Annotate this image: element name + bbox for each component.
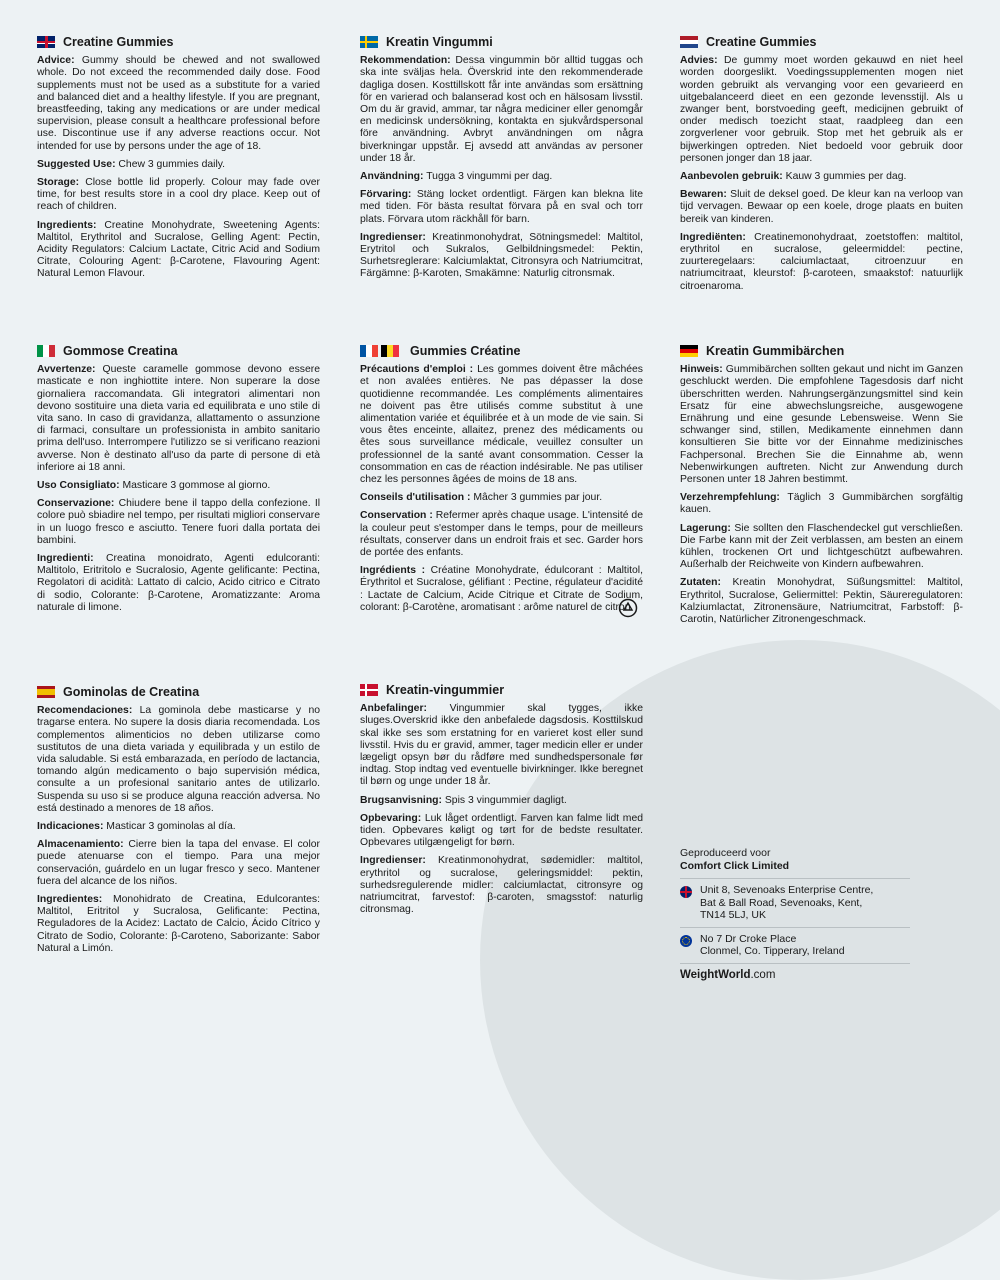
netherlands-flag-icon: [680, 36, 698, 48]
advice-paragraph: Hinweis: Gummibärchen sollten gekaut und nicht im Ganzen geschluckt werden. Die empfohlene Tagesdosis darf nicht überschritten werden. Nahrungsergänzungsmittel sind kein Ersatz für eine abwechslungsreiche, ausgewogene Ernährung und eine gesunde Lebensweise. Wenn Sie schwanger sind, stillen, Medikamente einnehmen dann konsultieren Sie bitte vor der Einnahme medizinisches Fachpersonal. Brechen Sie die Einnahme ab, wenn Nebenwirkungen auftreten. Nicht zur Anwendung durch Personen unter 18 Jahren bestimmt.: [680, 364, 963, 486]
use-paragraph: Conseils d'utilisation : Mâcher 3 gummies par jour.: [360, 492, 603, 504]
section-dk: [360, 684, 643, 922]
ingredients-paragraph: Ingredientes: Monohidrato de Creatina, Edulcorantes: Maltitol, Eritritol y Sucralosa, Gelificante: Pectina, Reguladores de la Acidez: Lactato de Calcio, Ácido Cítrico y Citrato de Sodio, Colorante: β-Caroteno, Saborizante: Sabor Natural a Limón.: [37, 894, 320, 954]
address-line: Unit 8, Sevenoaks Enterprise Centre,: [700, 884, 874, 896]
ingredients-paragraph: Ingrédients : Créatine Monohydrate, édulcorant : Maltitol, Érythritol et Sucralose, gélifiant : Pectine, régulateur d'acidité : Lactate de Calcium, Acide Citrique et Citrate de Sodium, colorant: β-Carotène, aromatisant : arôme naturel de citron.: [360, 565, 643, 613]
section-heading: [37, 345, 320, 357]
advice-paragraph: Advice: Gummy should be chewed and not swallowed whole. Do not exceed the recommended daily dose. Food supplements must not be used as a substitute for a varied and balanced diet and a healthy lifestyle. If you are pregnant, breastfeeding, taking any medications or are under medical supervision, please consult a healthcare professional before use. Discontinue use if any adverse reactions occur. Not intended for use by persons under the age of 18.: [37, 55, 320, 152]
section-de: [680, 345, 963, 632]
france-flag-icon: [360, 345, 378, 357]
sweden-flag-icon: [360, 36, 378, 48]
advice-paragraph: Recomendaciones: La gominola debe masticarse y no tragarse entera. No supere la dosis diaria recomendada. Los complementos alimenticios no deben utilizarse como sustitutos de una dieta variada y equilibrada y un estilo de vida saludable. Si está embarazada, en período de lactancia, tomando algún medicamento o bajo supervisión médica, consulte a un profesional sanitario antes de utilizarlo. Suspenda su uso si se produce alguna reacción adversa. No está destinado a menores de 18 años.: [37, 705, 321, 814]
storage-paragraph: Almacenamiento: Cierre bien la tapa del envase. El color puede atenuarse con el tiempo. Para una mejor conservación, guárdelo en un lugar fresco y seco. Mantener fuera del alcance de los niños.: [37, 839, 320, 887]
ingredients-paragraph: Ingredienti: Creatina monoidrato, Agenti edulcoranti: Maltitolo, Eritritolo e Sucralosio, Agente gelificante: Pectina, Regolatori di acidità: Lattato di calcio, Acido citrico e Citrato di sodio, Colorante: β-Carotene, Aromatizzante: Aroma naturale di limone.: [37, 553, 320, 613]
use-paragraph: Aanbevolen gebruik: Kauw 3 gummies per dag.: [680, 171, 907, 183]
section-title: Kreatin Gummibärchen: [706, 344, 845, 358]
triman-recycle-icon: [618, 598, 638, 618]
uk-flag-icon: [37, 36, 55, 48]
use-paragraph: Suggested Use: Chew 3 gummies daily.: [37, 158, 226, 170]
ingredients-paragraph: Ingredienser: Kreatinmonohydrat, Sötningsmedel: Maltitol, Erytritol och Sukralos, Gelbildningsmedel: Pektin, Surhetsreglerare: Kalciumlaktat, Citronsyra och Natriumcitrat, Färgämne: β-Karoten, Smakämne: Naturlig citronsmak.: [360, 231, 643, 280]
section-se: [360, 36, 643, 287]
storage-paragraph: Bewaren: Sluit de deksel goed. De kleur kan na verloop van tijd vervagen. Bewaar op een koele, droge plaats en buiten bereik van kinderen.: [680, 189, 963, 225]
eu-address: [680, 927, 910, 963]
address-line: No 7 Dr Croke Place: [700, 932, 797, 945]
uk-address: [680, 878, 910, 927]
ingredients-paragraph: Ingrediënten: Creatinemonohydraat, zoetstoffen: maltitol, erythritol en sucralose, geleermiddel: pectine, zuurteregelaars: calciumlactaat, citroenzuur en natriumcitraat, kleurstof: β-caroteen, smaakstof: natuurlijk citroenaroma.: [680, 231, 964, 292]
section-heading: [360, 345, 643, 357]
address-line: Bat & Ball Road, Sevenoaks, Kent,: [700, 896, 863, 909]
company-name: Comfort Click Limited: [680, 859, 790, 872]
ingredients-paragraph: Ingredients: Creatine Monohydrate, Sweetening Agents: Maltitol, Erythritol and Sucralose, Gelling Agent: Pectin, Acidity Regulators: Calcium Lactate, Citric Acid and Sodium Citrate, Colouring Agent: β-Carotene, Flavouring Agent: Natural Lemon Flavour.: [37, 219, 321, 280]
use-paragraph: Verzehrempfehlung: Täglich 3 Gummibärchen sorgfältig kauen.: [680, 492, 963, 516]
storage-paragraph: Conservation : Refermer après chaque usage. L'intensité de la couleur peut s'estomper dans le temps, pour de meilleurs résultats, conserver dans un endroit frais et sec. Garder hors de portée des enfants.: [360, 510, 643, 559]
section-es: [37, 686, 320, 961]
section-title: Gominolas de Creatina: [63, 685, 200, 699]
belgium-flag-icon: [381, 345, 399, 357]
ingredients-paragraph: Ingredienser: Kreatinmonohydrat, sødemidler: maltitol, erythritol og sucralose, geleringsmiddel: pektin, surhedsregulerende midler: calciumlactat, citronsyre og natriumcitrat, farvestof: β-caroten, smagsstof: naturlig citronsmag.: [360, 855, 643, 916]
use-paragraph: Brugsanvisning: Spis 3 vingummier dagligt.: [360, 794, 567, 806]
italy-flag-icon: [37, 345, 55, 357]
section-heading: [360, 684, 643, 696]
section-title: Gommose Creatina: [63, 344, 178, 358]
address-line: Clonmel, Co. Tipperary, Ireland: [700, 945, 845, 957]
eu-flag-icon: [680, 935, 692, 947]
section-title: Kreatin Vingummi: [386, 35, 493, 49]
section-heading: [37, 686, 320, 698]
use-paragraph: Indicaciones: Masticar 3 gominolas al día.: [37, 821, 236, 833]
section-title: Creatine Gummies: [63, 35, 174, 49]
section-en: [37, 36, 320, 287]
uk-flag-icon: [680, 886, 692, 898]
storage-paragraph: Opbevaring: Luk låget ordentligt. Farven kan falme lidt med tiden. Opbevares køligt og tørt for de bedste resultater. Opbevares utilgængeligt for børn.: [360, 812, 644, 849]
section-fr: [360, 345, 643, 620]
storage-paragraph: Förvaring: Stäng locket ordentligt. Färgen kan blekna lite med tiden. För bästa resultat förvara på en sval och torr plats. Förvara utom räckhåll för barn.: [360, 189, 644, 225]
advice-paragraph: Avvertenze: Queste caramelle gommose devono essere masticate e non inghiottite intere. Non superare la dose giornaliera raccomandata. Gli integratori alimentari non devono sostituire una dieta varia ed equilibrata e uno stile di vita sano. In caso di gravidanza, allattamento o assunzione di farmaci, consultare un professionista in ambito sanitario prima dell'uso. Interrompere l'utilizzo se si verificano reazioni avverse. Non è destinato all'uso da parte di persone di età inferiore ai 18 anni.: [37, 364, 320, 473]
section-heading: [37, 36, 320, 48]
produced-for-label: Geproduceerd voor: [680, 847, 771, 859]
section-title: Gummies Créatine: [410, 344, 521, 358]
advice-paragraph: Advies: De gummy moet worden gekauwd en niet heel worden doorgeslikt. Voedingssupplementen mogen niet worden gebruikt als vervanging voor een gevarieerd en uitgebalanceerd dieet en een gezonde levensstijl. Als u zwanger bent, borstvoeding geeft, medicijnen gebruikt of onder medisch toezicht staat, raadpleeg dan een zorgverlener voor gebruik. Stop met het gebruik als er bijwerkingen optreden. Niet bedoeld voor gebruik door personen jonger dan 18 jaar.: [680, 55, 963, 164]
section-it: [37, 345, 320, 620]
address-line: TN14 5LJ, UK: [700, 909, 766, 921]
section-title: Creatine Gummies: [706, 35, 817, 49]
section-heading: [680, 36, 963, 48]
advice-paragraph: Précautions d'emploi : Les gommes doivent être mâchées et non avalées entières. Ne pas dépasser la dose quotidienne recommandée. Les compléments alimentaires ne doivent pas être utilisés comme substitut à une alimentation variée et équilibrée et à un mode de vie sain. Si vous êtes enceinte, allaitez, prenez des médicaments ou êtes sous surveillance médicale, veuillez consulter un professionnel de la santé avant consommation. Cesser la consommation en cas de réaction indésirable. Ne pas utiliser chez les personnes âgées de moins de 18 ans.: [360, 364, 644, 486]
storage-paragraph: Lagerung: Sie sollten den Flaschendeckel gut verschließen. Die Farbe kann mit der Zeit verblassen, am besten an einem kühlen, trockenen Ort und lichtgeschützt aufbewahren. Außerhalb der Reichweite von Kindern aufbewahren.: [680, 522, 963, 571]
ingredients-paragraph: Zutaten: Kreatin Monohydrat, Süßungsmittel: Maltitol, Erythritol, Sucralose, Geliermittel: Pektin, Säureregulatoren: Kalziumlactat, Zitronensäure, Natriumcitrat, Farbstoff: β-Carotin, Natürlicher Zitronengeschmack.: [680, 577, 963, 626]
advice-paragraph: Anbefalinger: Vingummier skal tygges, ikke sluges.Overskrid ikke den anbefalede dagsdosis. Kosttilskud skal ikke ses som erstatning for en varieret kost eller sund livsstil. Hvis du er gravid, ammer, tager medicin eller er under lægeligt opsyn bør du rådføre med sundhedspersonale før indtag. Stop indtag ved eventuelle bivirkninger. Ikke beregnet til børn og unge under 18 år.: [360, 703, 643, 788]
section-heading: [360, 36, 643, 48]
producer-info: [680, 847, 910, 981]
denmark-flag-icon: [360, 684, 378, 696]
section-nl: [680, 36, 963, 299]
storage-paragraph: Storage: Close bottle lid properly. Colour may fade over time, for best results store in a cool dry place. Keep out of reach of children.: [37, 177, 321, 213]
storage-paragraph: Conservazione: Chiudere bene il tappo della confezione. Il colore può sbiadire nel tempo, per risultati migliori conservare in un luogo fresco e asciutto. Tenere fuori dalla portata dei bambini.: [37, 498, 321, 546]
use-paragraph: Användning: Tugga 3 vingummi per dag.: [360, 171, 553, 183]
section-title: Kreatin-vingummier: [386, 683, 505, 697]
section-heading: [680, 345, 963, 357]
use-paragraph: Uso Consigliato: Masticare 3 gommose al giorno.: [37, 480, 271, 492]
brand-website[interactable]: WeightWorld.com: [680, 963, 910, 982]
advice-paragraph: Rekommendation: Dessa vingummin bör alltid tuggas och ska inte sväljas hela. Överskrid inte den rekommenderade dagliga dosen. Kosttillskott får inte användas som ersättning för en varierad och balanserad kost och en hälsosam livsstil. Om du är gravid, ammar, tar några mediciner eller genomgår en medicinsk undersökning, kontakta en sjukvårdspersonal före användning. Avbryt användningen om några biverkningar uppstår. Ej avsedd att användas av personer under 18 år.: [360, 55, 644, 164]
germany-flag-icon: [680, 345, 698, 357]
spain-flag-icon: [37, 686, 55, 698]
